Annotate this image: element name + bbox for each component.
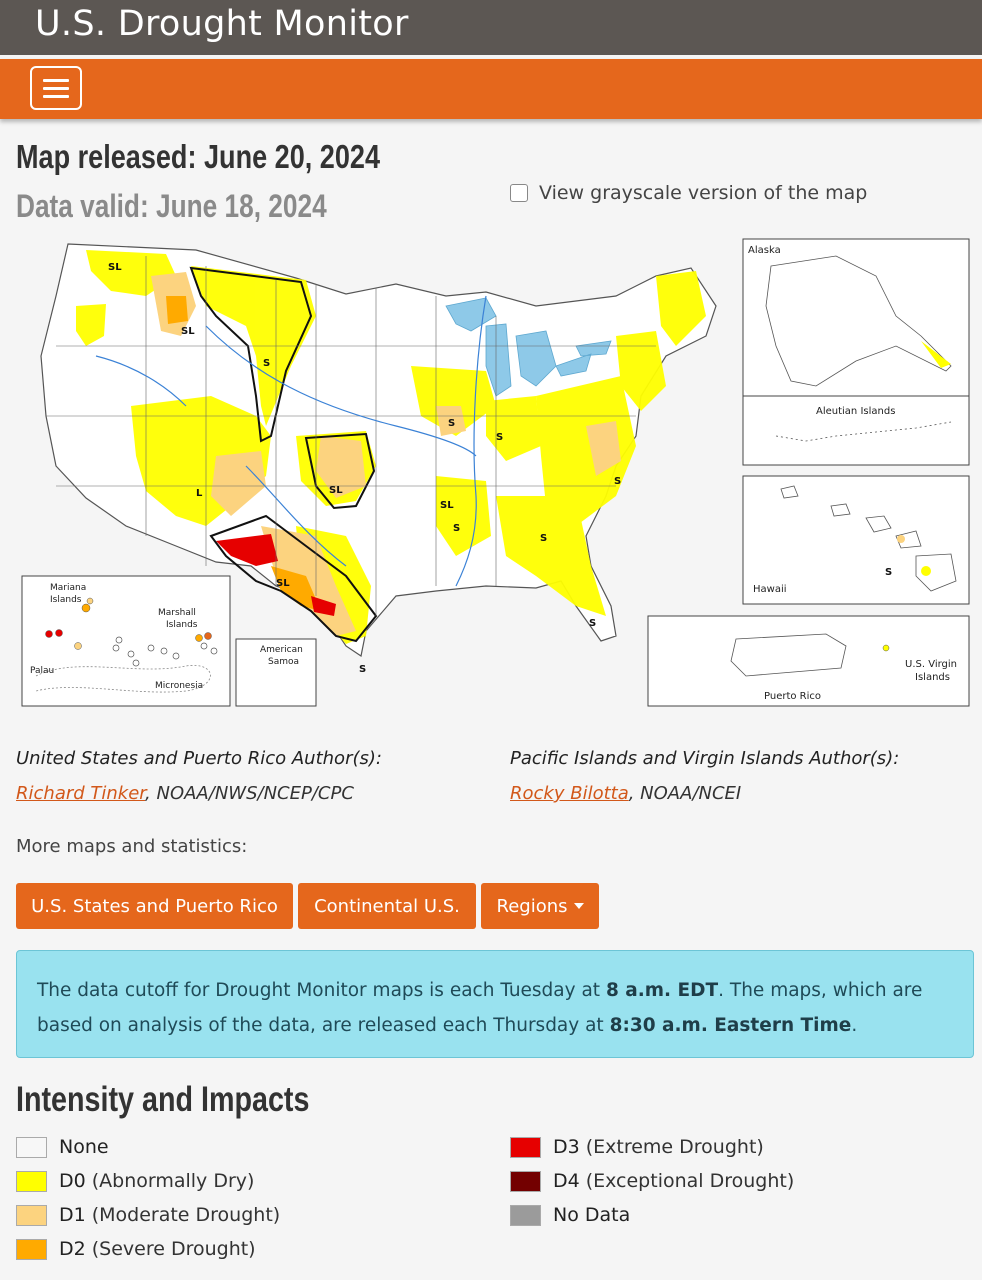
virgin-islands-label-2: Islands [915, 672, 950, 683]
legend-code: D0 [59, 1170, 86, 1192]
legend-item-none [16, 1136, 115, 1158]
intensity-heading: Intensity and Impacts [16, 1080, 310, 1119]
legend-code: D4 [553, 1170, 580, 1192]
info-text-1: The data cutoff for Drought Monitor maps is each Tuesday at [37, 980, 606, 1001]
legend-swatch [510, 1171, 541, 1192]
alaska-label: Alaska [748, 245, 781, 256]
legend-desc: (Exceptional Drought) [585, 1170, 795, 1192]
legend-code: No Data [553, 1204, 631, 1226]
puerto-rico-label: Puerto Rico [764, 691, 822, 702]
caret-down-icon [574, 903, 584, 909]
grayscale-label: View grayscale version of the map [539, 182, 868, 204]
info-bold-1: 8 a.m. EDT [605, 980, 719, 1001]
hawaii-inset [743, 476, 969, 604]
legend-item-d2 [16, 1238, 256, 1260]
legend-item-d3 [510, 1136, 764, 1158]
regions-dropdown-button[interactable] [481, 883, 599, 929]
hawaii-s-label: S [885, 567, 893, 578]
micronesia-label: Micronesia [155, 681, 204, 691]
pi-author-link[interactable]: Rocky Bilotta [510, 783, 629, 804]
legend-swatch [16, 1171, 47, 1192]
grayscale-checkbox[interactable] [510, 184, 528, 202]
hamburger-icon[interactable] [30, 66, 82, 110]
legend-item-d1 [16, 1204, 280, 1226]
legend-code: D3 [553, 1136, 580, 1158]
info-alert [16, 950, 974, 1058]
map-label-sl-5: SL [276, 578, 290, 589]
site-header [0, 0, 982, 55]
pi-authors-heading: Pacific Islands and Virgin Islands Author(s): [510, 748, 900, 769]
mariana-label-1: Mariana [50, 583, 87, 593]
alaska-inset [743, 239, 969, 465]
map-label-s-5: S [540, 533, 548, 544]
legend-desc: (Abnormally Dry) [91, 1170, 255, 1192]
legend-swatch [16, 1239, 47, 1260]
grayscale-toggle[interactable] [510, 182, 867, 204]
pi-author-line [510, 783, 741, 804]
map-label-s-8: S [359, 664, 367, 675]
map-label-sl-1: SL [108, 262, 122, 273]
legend-swatch [16, 1137, 47, 1158]
legend-code: D1 [59, 1204, 86, 1226]
us-author-link[interactable]: Richard Tinker [16, 783, 146, 804]
us-states-button[interactable]: U.S. States and Puerto Rico [16, 883, 293, 929]
legend-desc: (Moderate Drought) [91, 1204, 281, 1226]
pi-author-org: , NOAA/NCEI [628, 783, 742, 804]
samoa-label-1: American [260, 645, 303, 655]
map-label-s-6: S [614, 476, 622, 487]
map-label-s-4: S [453, 523, 461, 534]
map-label-s-3: S [496, 432, 504, 443]
virgin-islands-label-1: U.S. Virgin [905, 659, 958, 670]
us-author-line [16, 783, 354, 804]
info-text-2: . The maps, which are based on analysis of the data, are released each Thursday at [37, 980, 923, 1036]
info-bold-2: 8:30 a.m. Eastern Time [609, 1015, 852, 1036]
mariana-label-2: Islands [50, 595, 82, 605]
us-author-org: , NOAA/NWS/NCEP/CPC [145, 783, 354, 804]
legend-swatch [510, 1205, 541, 1226]
map-label-sl-4: SL [440, 500, 454, 511]
legend-desc: (Extreme Drought) [585, 1136, 764, 1158]
regions-label: Regions [496, 895, 568, 917]
aleutian-label: Aleutian Islands [816, 406, 896, 417]
legend-code: D2 [59, 1238, 86, 1260]
data-valid-date: Data valid: June 18, 2024 [16, 188, 327, 224]
map-label-s-7: S [589, 618, 597, 629]
map-label-sl-2: SL [181, 326, 195, 337]
map-label-l: L [196, 488, 203, 499]
us-authors-heading: United States and Puerto Rico Author(s): [16, 748, 382, 769]
palau-label: Palau [30, 666, 55, 676]
map-label-sl-3: SL [329, 485, 343, 496]
samoa-label-2: Samoa [268, 657, 300, 667]
legend-item-no-data [510, 1204, 636, 1226]
drought-map[interactable] [16, 236, 972, 710]
continental-us-button[interactable]: Continental U.S. [298, 883, 476, 929]
legend-item-d4 [510, 1170, 794, 1192]
legend-code: None [59, 1136, 109, 1158]
legend-desc: (Severe Drought) [91, 1238, 256, 1260]
info-text-3: . [851, 1015, 858, 1036]
legend-item-d0 [16, 1170, 254, 1192]
pacific-islands-inset [22, 576, 316, 706]
marshall-label-2: Islands [166, 620, 198, 630]
marshall-label-1: Marshall [158, 608, 196, 618]
hawaii-label: Hawaii [753, 584, 787, 595]
map-released-date: Map released: June 20, 2024 [16, 138, 381, 175]
map-label-s-1: S [263, 358, 271, 369]
puerto-rico-inset [648, 616, 969, 706]
legend-swatch [510, 1137, 541, 1158]
legend-swatch [16, 1205, 47, 1226]
more-maps-label: More maps and statistics: [16, 836, 248, 857]
map-label-s-2: S [448, 418, 456, 429]
nav-bar [0, 59, 982, 119]
site-title[interactable]: U.S. Drought Monitor [35, 4, 409, 44]
